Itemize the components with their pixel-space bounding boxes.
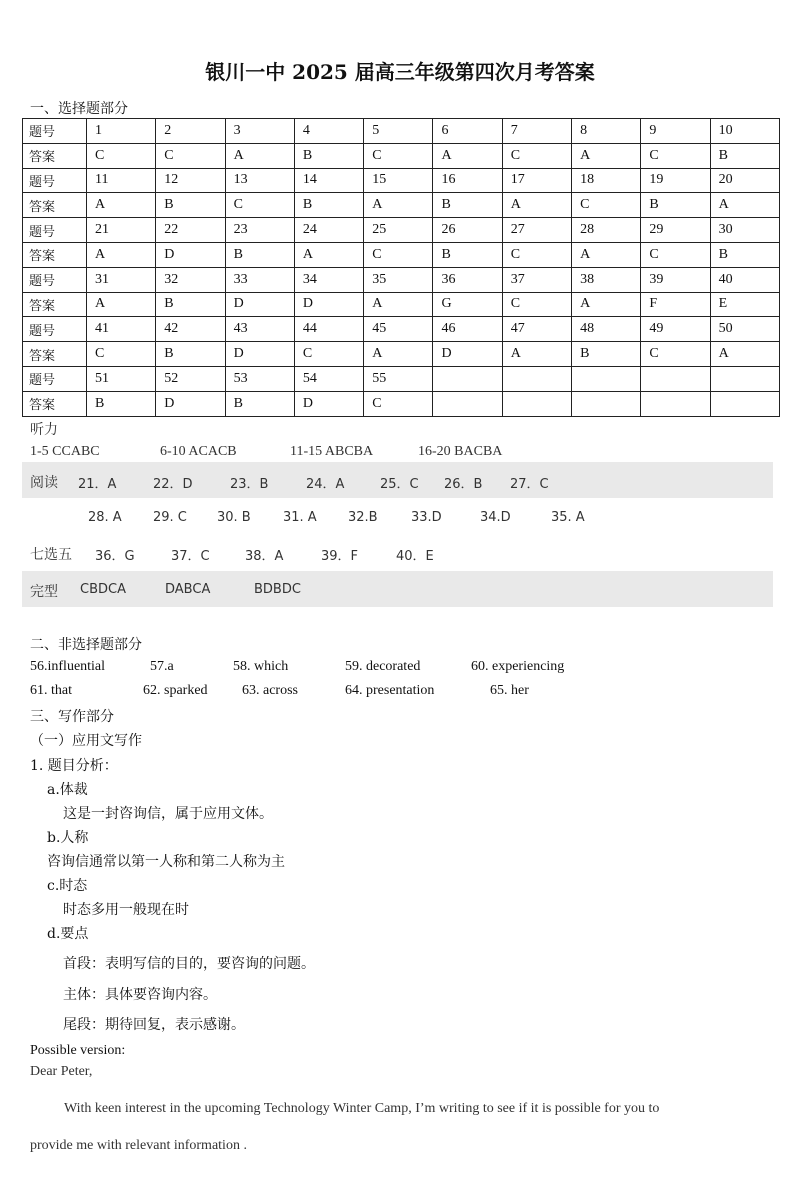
- question-number-cell: 39: [641, 267, 710, 292]
- row-label-number: 题号: [23, 317, 87, 342]
- answer-cell: C: [87, 143, 156, 168]
- answer-cell: E: [710, 292, 779, 317]
- row-label-answer: 答案: [23, 193, 87, 218]
- answer-cell: B: [294, 193, 363, 218]
- answer-cell: B: [294, 143, 363, 168]
- answer-cell: B: [433, 242, 502, 267]
- question-number-cell: [710, 366, 779, 391]
- question-number-row: [23, 119, 780, 144]
- answer-cell: B: [156, 292, 225, 317]
- answer-cell: C: [641, 143, 710, 168]
- possible-version-label: Possible version:: [30, 1043, 126, 1058]
- answer-cell: B: [156, 342, 225, 367]
- question-number-cell: 3: [225, 119, 294, 144]
- reading-answer: 25．C: [380, 477, 419, 492]
- question-number-cell: 7: [502, 119, 571, 144]
- question-number-cell: [641, 366, 710, 391]
- listening-group: 6-10 ACACB: [160, 444, 237, 459]
- question-number-cell: 54: [294, 366, 363, 391]
- reading-answer: 27．C: [510, 477, 549, 492]
- question-number-cell: 23: [225, 218, 294, 243]
- question-number-cell: 4: [294, 119, 363, 144]
- question-number-cell: 55: [364, 366, 433, 391]
- answer-cell: D: [294, 292, 363, 317]
- analysis-a-text: 这是一封咨询信，属于应用文体。: [63, 806, 273, 822]
- cloze-band: [22, 571, 773, 607]
- answer-cell: C: [502, 242, 571, 267]
- seven-five-label: 七选五: [30, 547, 72, 563]
- reading-answer: 23．B: [230, 477, 269, 492]
- question-number-cell: 36: [433, 267, 502, 292]
- answer-row: [23, 391, 780, 416]
- question-number-cell: 10: [710, 119, 779, 144]
- answer-cell: C: [502, 143, 571, 168]
- question-number-cell: 19: [641, 168, 710, 193]
- question-number-cell: [502, 366, 571, 391]
- fill-answer: 56.influential: [30, 659, 106, 674]
- question-number-cell: 38: [572, 267, 641, 292]
- question-number-cell: 52: [156, 366, 225, 391]
- answer-cell: A: [572, 242, 641, 267]
- question-number-cell: 50: [710, 317, 779, 342]
- row-label-answer: 答案: [23, 292, 87, 317]
- answer-cell: A: [364, 292, 433, 317]
- seven-five-answer: 38．A: [245, 549, 284, 564]
- row-label-number: 题号: [23, 119, 87, 144]
- answer-cell: B: [710, 242, 779, 267]
- answer-cell: A: [502, 342, 571, 367]
- listening-group: 11-15 ABCBA: [290, 444, 374, 459]
- reading-answer: 32.B: [348, 510, 378, 525]
- answer-cell: [502, 391, 571, 416]
- answer-cell: D: [225, 292, 294, 317]
- letter-paragraph-line: With keen interest in the upcoming Technology Winter Camp, I’m writing to see if it is possible for you to: [64, 1101, 660, 1116]
- question-number-cell: 26: [433, 218, 502, 243]
- row-label-number: 题号: [23, 267, 87, 292]
- answer-cell: C: [364, 242, 433, 267]
- analysis-d-point: 主体：具体要咨询内容。: [63, 987, 217, 1003]
- analysis-d-point: 首段：表明写信的目的，要咨询的问题。: [63, 956, 315, 972]
- analysis-c-label: c.时态: [47, 878, 88, 894]
- question-number-cell: 17: [502, 168, 571, 193]
- answer-cell: B: [710, 143, 779, 168]
- answer-table: [22, 118, 780, 417]
- section-writing-heading: 三、写作部分: [30, 709, 114, 725]
- answer-cell: B: [156, 193, 225, 218]
- question-number-cell: 11: [87, 168, 156, 193]
- row-label-number: 题号: [23, 366, 87, 391]
- answer-cell: C: [364, 143, 433, 168]
- question-number-cell: 42: [156, 317, 225, 342]
- question-number-cell: 34: [294, 267, 363, 292]
- question-number-cell: 24: [294, 218, 363, 243]
- answer-cell: D: [433, 342, 502, 367]
- answer-cell: C: [294, 342, 363, 367]
- answer-row: [23, 292, 780, 317]
- section-choice-heading: 一、选择题部分: [30, 101, 128, 117]
- question-number-cell: 40: [710, 267, 779, 292]
- answer-cell: B: [225, 391, 294, 416]
- answer-cell: B: [433, 193, 502, 218]
- reading-answer: 21．A: [78, 477, 117, 492]
- question-number-cell: 8: [572, 119, 641, 144]
- fill-answer: 57.a: [150, 659, 174, 674]
- answer-cell: C: [502, 292, 571, 317]
- question-number-cell: 49: [641, 317, 710, 342]
- analysis-heading: 1. 题目分析：: [30, 758, 118, 774]
- answer-cell: A: [502, 193, 571, 218]
- analysis-c-text: 时态多用一般现在时: [63, 902, 189, 918]
- question-number-cell: 14: [294, 168, 363, 193]
- question-number-row: [23, 168, 780, 193]
- question-number-cell: 27: [502, 218, 571, 243]
- question-number-cell: [572, 366, 641, 391]
- answer-row: [23, 143, 780, 168]
- answer-cell: A: [433, 143, 502, 168]
- question-number-cell: 15: [364, 168, 433, 193]
- answer-cell: B: [225, 242, 294, 267]
- question-number-cell: 21: [87, 218, 156, 243]
- answer-cell: C: [641, 242, 710, 267]
- answer-cell: A: [294, 242, 363, 267]
- reading-answer: 31. A: [283, 510, 317, 525]
- question-number-cell: 48: [572, 317, 641, 342]
- answer-cell: C: [156, 143, 225, 168]
- answer-cell: B: [572, 342, 641, 367]
- reading-answer: 24．A: [306, 477, 345, 492]
- answer-cell: D: [156, 391, 225, 416]
- answer-cell: [710, 391, 779, 416]
- question-number-cell: 30: [710, 218, 779, 243]
- answer-cell: C: [225, 193, 294, 218]
- seven-five-answer: 39．F: [321, 549, 359, 564]
- answer-cell: A: [87, 242, 156, 267]
- fill-answer: 62. sparked: [143, 683, 208, 698]
- analysis-d-label: d.要点: [47, 926, 89, 942]
- question-number-cell: 1: [87, 119, 156, 144]
- row-label-answer: 答案: [23, 391, 87, 416]
- listening-group: 1-5 CCABC: [30, 444, 100, 459]
- answer-cell: A: [710, 342, 779, 367]
- question-number-cell: 22: [156, 218, 225, 243]
- answer-row: [23, 342, 780, 367]
- fill-answer: 65. her: [490, 683, 529, 698]
- answer-row: [23, 193, 780, 218]
- answer-cell: A: [572, 143, 641, 168]
- question-number-cell: 44: [294, 317, 363, 342]
- answer-cell: B: [641, 193, 710, 218]
- reading-answer: 30. B: [217, 510, 251, 525]
- question-number-cell: 6: [433, 119, 502, 144]
- section-nonchoice-heading: 二、非选择题部分: [30, 637, 142, 653]
- letter-paragraph-line: provide me with relevant information .: [30, 1138, 247, 1153]
- cloze-group: BDBDC: [254, 582, 301, 597]
- answer-cell: B: [87, 391, 156, 416]
- question-number-cell: 53: [225, 366, 294, 391]
- answer-cell: C: [364, 391, 433, 416]
- fill-answer: 63. across: [242, 683, 298, 698]
- answer-cell: A: [364, 193, 433, 218]
- question-number-row: [23, 218, 780, 243]
- analysis-b-label: b.人称: [47, 830, 89, 846]
- answer-cell: D: [225, 342, 294, 367]
- fill-answer: 59. decorated: [345, 659, 421, 674]
- reading-answer: 22．D: [153, 477, 193, 492]
- answer-cell: A: [225, 143, 294, 168]
- question-number-cell: 51: [87, 366, 156, 391]
- answer-cell: [641, 391, 710, 416]
- question-number-cell: 5: [364, 119, 433, 144]
- reading-label: 阅读: [30, 475, 58, 491]
- row-label-number: 题号: [23, 218, 87, 243]
- question-number-cell: 25: [364, 218, 433, 243]
- question-number-cell: 45: [364, 317, 433, 342]
- answer-cell: C: [87, 342, 156, 367]
- answer-cell: C: [572, 193, 641, 218]
- question-number-cell: 16: [433, 168, 502, 193]
- question-number-cell: 28: [572, 218, 641, 243]
- listening-group: 16-20 BACBA: [418, 444, 503, 459]
- answer-cell: D: [156, 242, 225, 267]
- question-number-row: [23, 267, 780, 292]
- analysis-d-point: 尾段：期待回复，表示感谢。: [63, 1017, 245, 1033]
- answer-cell: D: [294, 391, 363, 416]
- listening-label: 听力: [30, 422, 58, 438]
- answer-cell: A: [87, 193, 156, 218]
- fill-answer: 61. that: [30, 683, 72, 698]
- reading-answer: 33.D: [411, 510, 442, 525]
- answer-cell: C: [641, 342, 710, 367]
- seven-five-answer: 40．E: [396, 549, 434, 564]
- question-number-cell: 47: [502, 317, 571, 342]
- letter-salutation: Dear Peter,: [30, 1064, 93, 1079]
- row-label-answer: 答案: [23, 342, 87, 367]
- question-number-cell: 20: [710, 168, 779, 193]
- answer-row: [23, 242, 780, 267]
- seven-five-answer: 36．G: [95, 549, 135, 564]
- seven-five-answer: 37．C: [171, 549, 210, 564]
- cloze-label: 完型: [30, 584, 58, 600]
- page-title: 银川一中 2025 届高三年级第四次月考答案: [205, 60, 595, 84]
- answer-cell: A: [710, 193, 779, 218]
- question-number-cell: 35: [364, 267, 433, 292]
- answer-cell: F: [641, 292, 710, 317]
- fill-answer: 64. presentation: [345, 683, 435, 698]
- fill-answer: 58. which: [233, 659, 289, 674]
- question-number-cell: 12: [156, 168, 225, 193]
- question-number-cell: 43: [225, 317, 294, 342]
- cloze-group: DABCA: [165, 582, 211, 597]
- question-number-cell: 33: [225, 267, 294, 292]
- question-number-cell: 46: [433, 317, 502, 342]
- row-label-number: 题号: [23, 168, 87, 193]
- cloze-group: CBDCA: [80, 582, 126, 597]
- analysis-a-label: a.体裁: [47, 782, 88, 798]
- answer-cell: G: [433, 292, 502, 317]
- question-number-cell: 13: [225, 168, 294, 193]
- question-number-row: [23, 317, 780, 342]
- answer-cell: A: [572, 292, 641, 317]
- reading-answer: 28. A: [88, 510, 122, 525]
- reading-answer: 35. A: [551, 510, 585, 525]
- row-label-answer: 答案: [23, 242, 87, 267]
- question-number-cell: 29: [641, 218, 710, 243]
- writing-subheading: （一）应用文写作: [30, 733, 142, 749]
- question-number-row: [23, 366, 780, 391]
- answer-cell: A: [364, 342, 433, 367]
- question-number-cell: 18: [572, 168, 641, 193]
- reading-answer: 29. C: [153, 510, 187, 525]
- reading-answer: 34.D: [480, 510, 511, 525]
- answer-cell: A: [87, 292, 156, 317]
- question-number-cell: 32: [156, 267, 225, 292]
- answer-cell: [433, 391, 502, 416]
- question-number-cell: 37: [502, 267, 571, 292]
- fill-answer: 60. experiencing: [471, 659, 565, 674]
- question-number-cell: 9: [641, 119, 710, 144]
- question-number-cell: 41: [87, 317, 156, 342]
- question-number-cell: [433, 366, 502, 391]
- reading-answer: 26．B: [444, 477, 483, 492]
- question-number-cell: 31: [87, 267, 156, 292]
- question-number-cell: 2: [156, 119, 225, 144]
- answer-cell: [572, 391, 641, 416]
- analysis-b-text: 咨询信通常以第一人称和第二人称为主: [47, 854, 285, 870]
- row-label-answer: 答案: [23, 143, 87, 168]
